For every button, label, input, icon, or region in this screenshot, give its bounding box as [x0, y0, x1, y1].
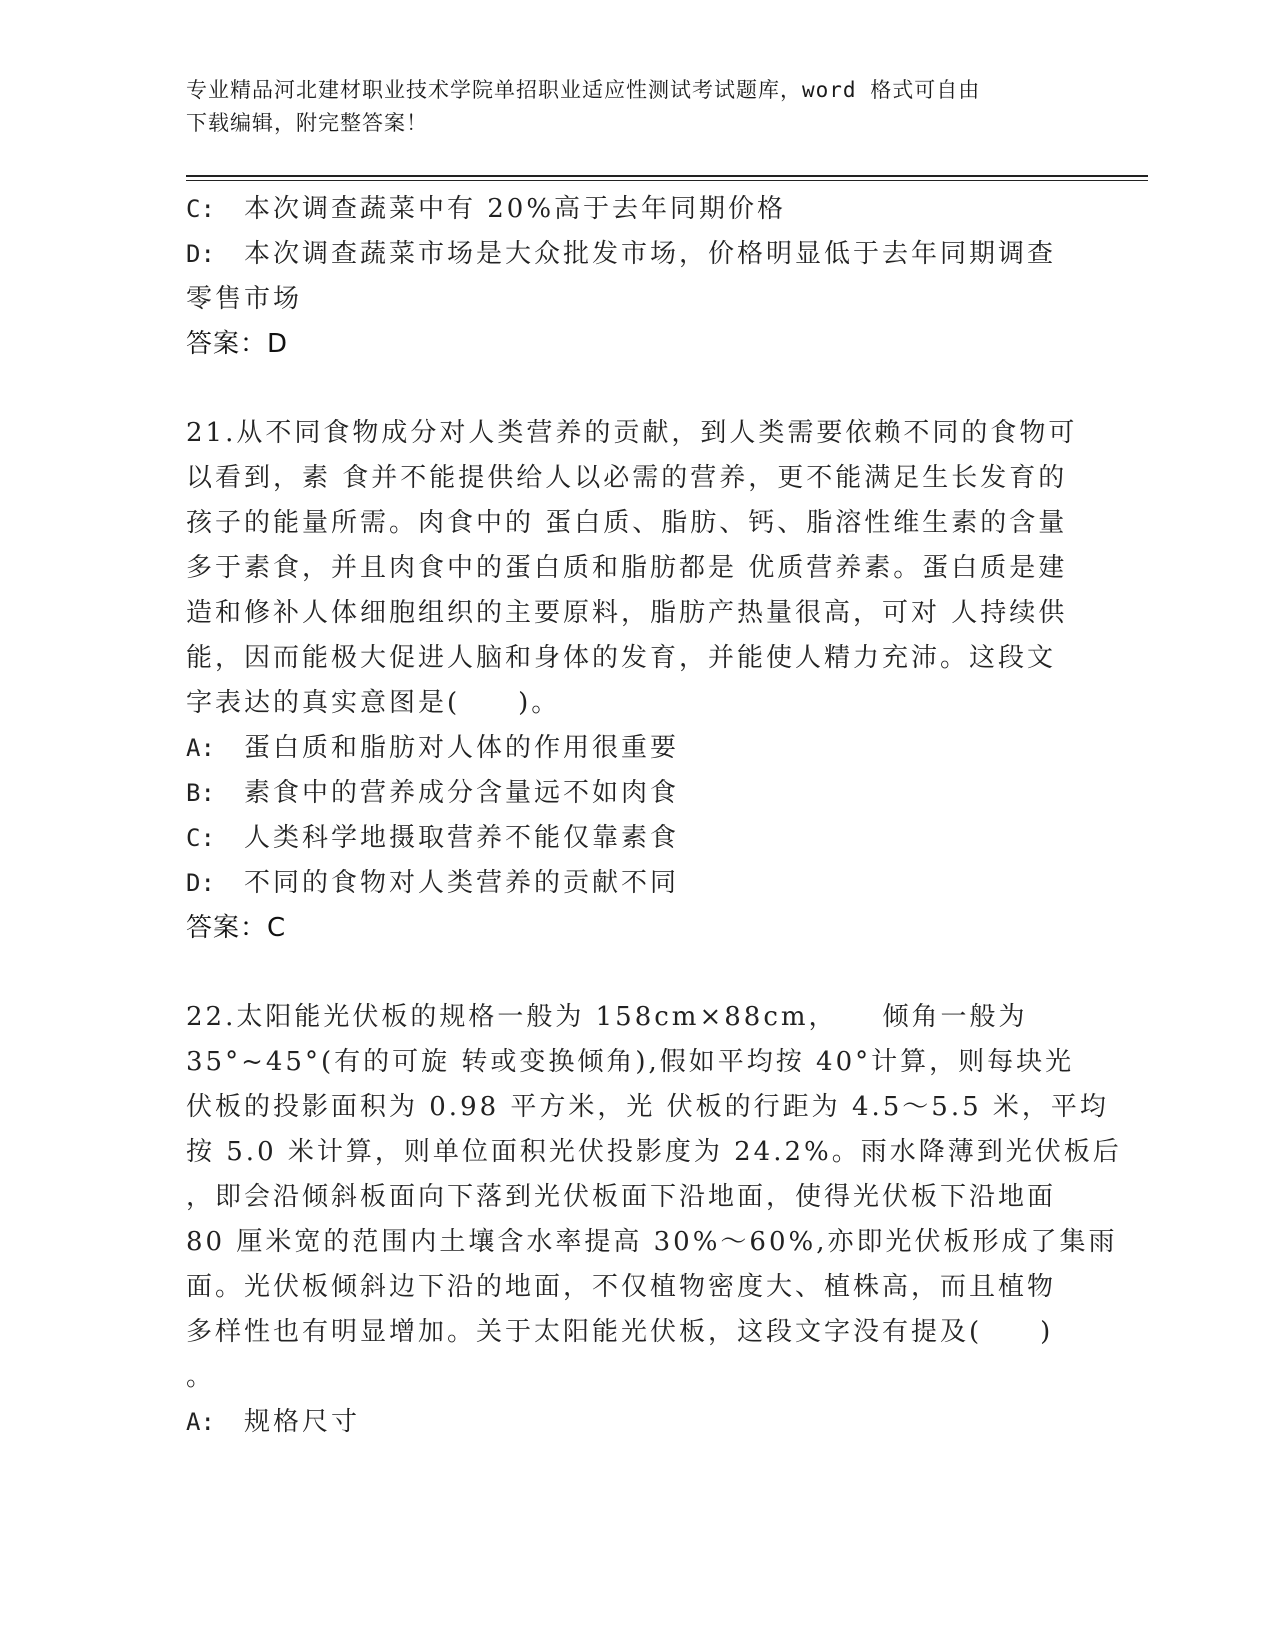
question-21	[186, 411, 1078, 951]
option-text: 素食中的营养成分含量远不如肉食	[244, 778, 680, 808]
stem-line: 多样性也有明显增加。关于太阳能光伏板，这段文字没有提及( )	[186, 1317, 1054, 1347]
answer-21: 答案：C	[186, 913, 287, 943]
stem-line: 以看到，素 食并不能提供给人以必需的营养，更不能满足生长发育的	[186, 463, 1068, 493]
option-key: C:	[186, 824, 215, 852]
spacer	[186, 367, 1066, 411]
question-20	[186, 187, 1066, 367]
stem-line: 22.太阳能光伏板的规格一般为 158cm×88cm， 倾角一般为	[186, 1002, 1028, 1032]
stem-line: 能，因而能极大促进人脑和身体的发育，并能使人精力充沛。这段文	[186, 643, 1057, 673]
option-key: D:	[186, 240, 215, 268]
stem-line: 多于素食，并且肉食中的蛋白质和脂肪都是 优质营养素。蛋白质是建	[186, 553, 1068, 583]
header-line-1: 专业精品河北建材职业技术学院单招职业适应性测试考试题库，word 格式可自由	[186, 78, 981, 102]
option-key: C:	[186, 195, 215, 223]
option-text: 本次调查蔬菜市场是大众批发市场，价格明显低于去年同期调查	[244, 239, 1057, 269]
option-text: 规格尺寸	[244, 1407, 361, 1437]
stem-line: 面。光伏板倾斜边下沿的地面，不仅植物密度大、植株高，而且植物	[186, 1272, 1057, 1302]
answer-20: 答案：D	[186, 329, 289, 359]
option-c	[186, 187, 1066, 232]
stem-line: 伏板的投影面积为 0.98 平方米，光 伏板的行距为 4.5～5.5 米，平均	[186, 1092, 1109, 1122]
stem-line: 80 厘米宽的范围内土壤含水率提高 30%～60%,亦即光伏板形成了集雨	[186, 1227, 1118, 1257]
stem-line: 按 5.0 米计算，则单位面积光伏投影度为 24.2%。雨水降薄到光伏板后	[186, 1137, 1122, 1167]
stem-line: 。	[186, 1362, 216, 1392]
stem-line: 造和修补人体细胞组织的主要原料，脂肪产热量很高，可对 人持续供	[186, 598, 1068, 628]
spacer	[186, 951, 1066, 995]
option-key: D:	[186, 869, 215, 897]
option-key: B:	[186, 779, 215, 807]
option-key: A:	[186, 1408, 215, 1436]
option-d	[186, 861, 1066, 906]
header-rule-thin	[186, 180, 1148, 181]
option-c	[186, 816, 1066, 861]
option-d-continuation: 零售市场	[186, 284, 303, 314]
option-text: 不同的食物对人类营养的贡献不同	[244, 868, 680, 898]
stem-line: ，即会沿倾斜板面向下落到光伏板面下沿地面，使得光伏板下沿地面	[186, 1182, 1057, 1212]
stem-line: 21.从不同食物成分对人类营养的贡献，到人类需要依赖不同的食物可	[186, 418, 1078, 448]
header-line-2: 下载编辑，附完整答案！	[186, 111, 428, 135]
stem-line: 35°~45°(有的可旋 转或变换倾角),假如平均按 40°计算，则每块光	[186, 1047, 1075, 1077]
stem-line: 字表达的真实意图是( )。	[186, 688, 561, 718]
option-key: A:	[186, 734, 215, 762]
option-text: 人类科学地摄取营养不能仅靠素食	[244, 823, 680, 853]
option-a	[186, 1400, 1066, 1445]
option-a	[186, 726, 1066, 771]
document-header	[186, 74, 1066, 140]
header-rule-thick	[186, 175, 1148, 177]
stem-line: 孩子的能量所需。肉食中的 蛋白质、脂肪、钙、脂溶性维生素的含量	[186, 508, 1068, 538]
question-22	[186, 995, 1122, 1445]
option-text: 本次调查蔬菜中有 20%高于去年同期价格	[244, 194, 787, 224]
option-d	[186, 232, 1066, 277]
document-body	[186, 187, 1122, 1445]
option-b	[186, 771, 1066, 816]
option-text: 蛋白质和脂肪对人体的作用很重要	[244, 733, 680, 763]
